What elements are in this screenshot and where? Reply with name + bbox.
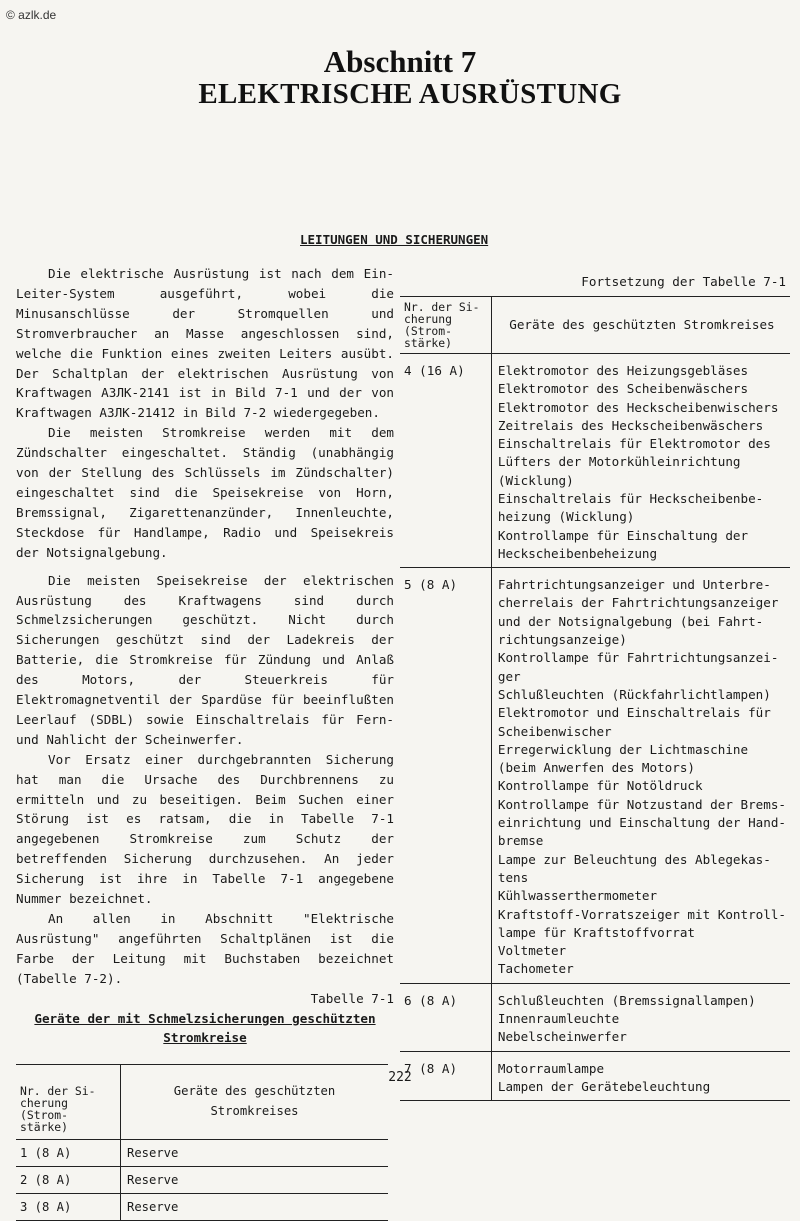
table-title: Stromkreise — [163, 1030, 247, 1046]
fuse-number: 1 (8 A) — [16, 1140, 121, 1167]
table-title: Geräte der mit Schmelzsicherungen geschützten — [34, 1010, 376, 1026]
device-line: Elektromotor und Einschaltrelais für — [497, 705, 771, 721]
fuse-devices: Reserve — [121, 1194, 389, 1221]
device-line: (beim Anwerfen des Motors) — [497, 760, 696, 776]
paragraph: Vor Ersatz einer durchgebrannten Sicherung hat man die Ursache des Durchbrennens zu ermitteln und zu beseitigen. Beim Suchen einer Störung ist es ratsam, die in Tabelle 7-1 angegebenen Stromkreise zum Schutz der betreffenden Sicherung durchzusehen. An jeder Sicherung ist ihre in Tabelle 7-1 angegebene Nummer bezeichnet. — [16, 751, 394, 907]
device-line: Elektromotor des Heizungsgebläses — [497, 362, 749, 378]
page-title-section-name: ELEKTRISCHE AUSRÜSTUNG — [198, 78, 622, 110]
table-continuation-label: Fortsetzung der Tabelle 7-1 — [581, 274, 786, 289]
device-line: heizung (Wicklung) — [497, 509, 635, 525]
device-line: und der Notsignalgebung (bei Fahrt- — [497, 613, 764, 629]
device-line: richtungsanzeige) — [497, 632, 627, 648]
device-line: Erregerwicklung der Lichtmaschine — [497, 741, 749, 757]
fuse-number: 6 (8 A) — [400, 983, 491, 1051]
device-line: Kühlwasserthermometer — [497, 888, 658, 904]
device-line: Zeitrelais des Heckscheibenwäschers — [497, 417, 764, 433]
table-row — [400, 568, 790, 984]
device-line: einrichtung und Einschaltung der Hand- — [497, 815, 786, 831]
device-line: Elektromotor des Scheibenwäschers — [497, 381, 749, 397]
device-line: lampe für Kraftstoffvorrat — [497, 924, 696, 940]
fuse-number: 5 (8 A) — [400, 568, 491, 984]
fuse-devices — [491, 568, 790, 984]
page-title-section-number: Abschnitt 7 — [323, 44, 477, 79]
fuse-devices: Reserve — [121, 1167, 389, 1194]
device-line: Schlußleuchten (Bremssignallampen) — [497, 992, 756, 1008]
fuse-number: 4 (16 A) — [400, 353, 491, 567]
device-line: Tachometer — [497, 961, 574, 977]
device-line: Kraftstoff-Vorratszeiger mit Kontroll- — [497, 906, 786, 922]
table-row — [400, 353, 790, 567]
device-line: Kontrollampe für Einschaltung der — [497, 527, 749, 543]
device-line: ger — [497, 668, 521, 684]
fuse-devices — [491, 983, 790, 1051]
fuse-devices: Reserve — [121, 1140, 389, 1167]
device-line: Voltmeter — [497, 943, 567, 959]
device-line: Lüfters der Motorkühleinrichtung — [497, 454, 741, 470]
col-header-fuse-number: Nr. der Si- cherung (Strom- stärke) — [16, 1065, 121, 1140]
col-header-fuse-number: Nr. der Si- cherung (Strom- stärke) — [400, 296, 491, 353]
device-line: cherrelais der Fahrtrichtungsanzeiger — [497, 595, 779, 611]
device-line: Kontrollampe für Notöldruck — [497, 778, 703, 794]
paragraph: An allen in Abschnitt "Elektrische Ausrüstung" angeführten Schaltplänen ist die Farbe der Leitung mit Buchstaben bezeichnet (Tabelle 7-2). — [16, 911, 394, 986]
device-line: Schlußleuchten (Rückfahrlichtlampen) — [497, 686, 771, 702]
col-header-devices: Geräte des geschützten Stromkreises — [121, 1065, 389, 1140]
device-line: Nebelscheinwerfer — [497, 1029, 627, 1045]
table-label: Tabelle 7-1 — [310, 990, 394, 1006]
table-row — [16, 1194, 388, 1221]
table-row — [16, 1140, 388, 1167]
fuse-table-continued — [400, 296, 790, 1101]
table-row — [400, 983, 790, 1051]
device-line: Kontrollampe für Notzustand der Brems- — [497, 796, 786, 812]
device-line: Fahrtrichtungsanzeiger und Unterbre- — [497, 577, 771, 593]
device-line: tens — [497, 869, 529, 885]
col-header-devices: Geräte des geschützten Stromkreises — [491, 296, 790, 353]
fuse-devices — [491, 353, 790, 567]
device-line: Kontrollampe für Fahrtrichtungsanzei- — [497, 650, 779, 666]
section-heading: LEITUNGEN UND SICHERUNGEN — [300, 232, 489, 247]
fuse-number: 7 (8 A) — [400, 1051, 491, 1101]
device-line: Elektromotor des Heckscheibenwischers — [497, 399, 779, 415]
device-line: Lampe zur Beleuchtung des Ablegekas- — [497, 851, 771, 867]
right-column — [400, 272, 792, 1101]
table-header-row — [400, 296, 790, 353]
fuse-table — [16, 1064, 388, 1221]
device-line: Einschaltrelais für Heckscheibenbe- — [497, 490, 764, 506]
watermark-copyright: © azlk.de — [6, 8, 57, 22]
paragraph: Die elektrische Ausrüstung ist nach dem Ein-Leiter-System ausgeführt, wobei die Minusanschlüsse der Stromquellen und Stromverbraucher an Masse angeschlossen sind, welche die Funktion eines zweiten Leiters ausübt. Der Schaltplan der elektrischen Ausrüstung von Kraftwagen АЗЛК-2141 ist in Bild 7-1 und der von Kraftwagen АЗЛК-21412 in Bild 7-2 wiedergegeben. — [16, 266, 394, 421]
device-line: Einschaltrelais für Elektromotor des — [497, 436, 771, 452]
device-line: Lampen der Gerätebeleuchtung — [497, 1078, 711, 1094]
fuse-number: 2 (8 A) — [16, 1167, 121, 1194]
device-line: Heckscheibenbeheizung — [497, 545, 658, 561]
table-row — [16, 1167, 388, 1194]
page-number: 222 — [388, 1070, 412, 1085]
device-line: Motorraumlampe — [497, 1060, 605, 1076]
device-line: bremse — [497, 833, 544, 849]
device-line: (Wicklung) — [497, 472, 574, 488]
device-line: Scheibenwischer — [497, 723, 612, 739]
paragraph: Die meisten Speisekreise der elektrischen Ausrüstung des Kraftwagens sind durch Schmelzsicherungen geschützt. Nicht durch Sicherungen geschützt sind der Ladekreis der Batterie, die Stromkreise für Zündung und Anlaß des Motors, der Steuerkreis für Elektromagnetventil der Spardüse für beeinflußten Leerlauf (SDBL) sowie Einschaltrelais für Fern- und Nahlicht der Scheinwerfer. — [16, 572, 394, 747]
device-line: Innenraumleuchte — [497, 1011, 620, 1026]
fuse-number: 3 (8 A) — [16, 1194, 121, 1221]
paragraph: Die meisten Stromkreise werden mit dem Zündschalter eingeschaltet. Ständig (unabhängig von der Stellung des Schlüssels im Zündschalter) eingeschaltet sind die Speisekreise von Horn, Bremssignal, Zigarettenanzünder, Innenleuchte, Steckdose für Handlampe, Radio und Speisekreis der Notsignalgebung. — [16, 425, 394, 560]
